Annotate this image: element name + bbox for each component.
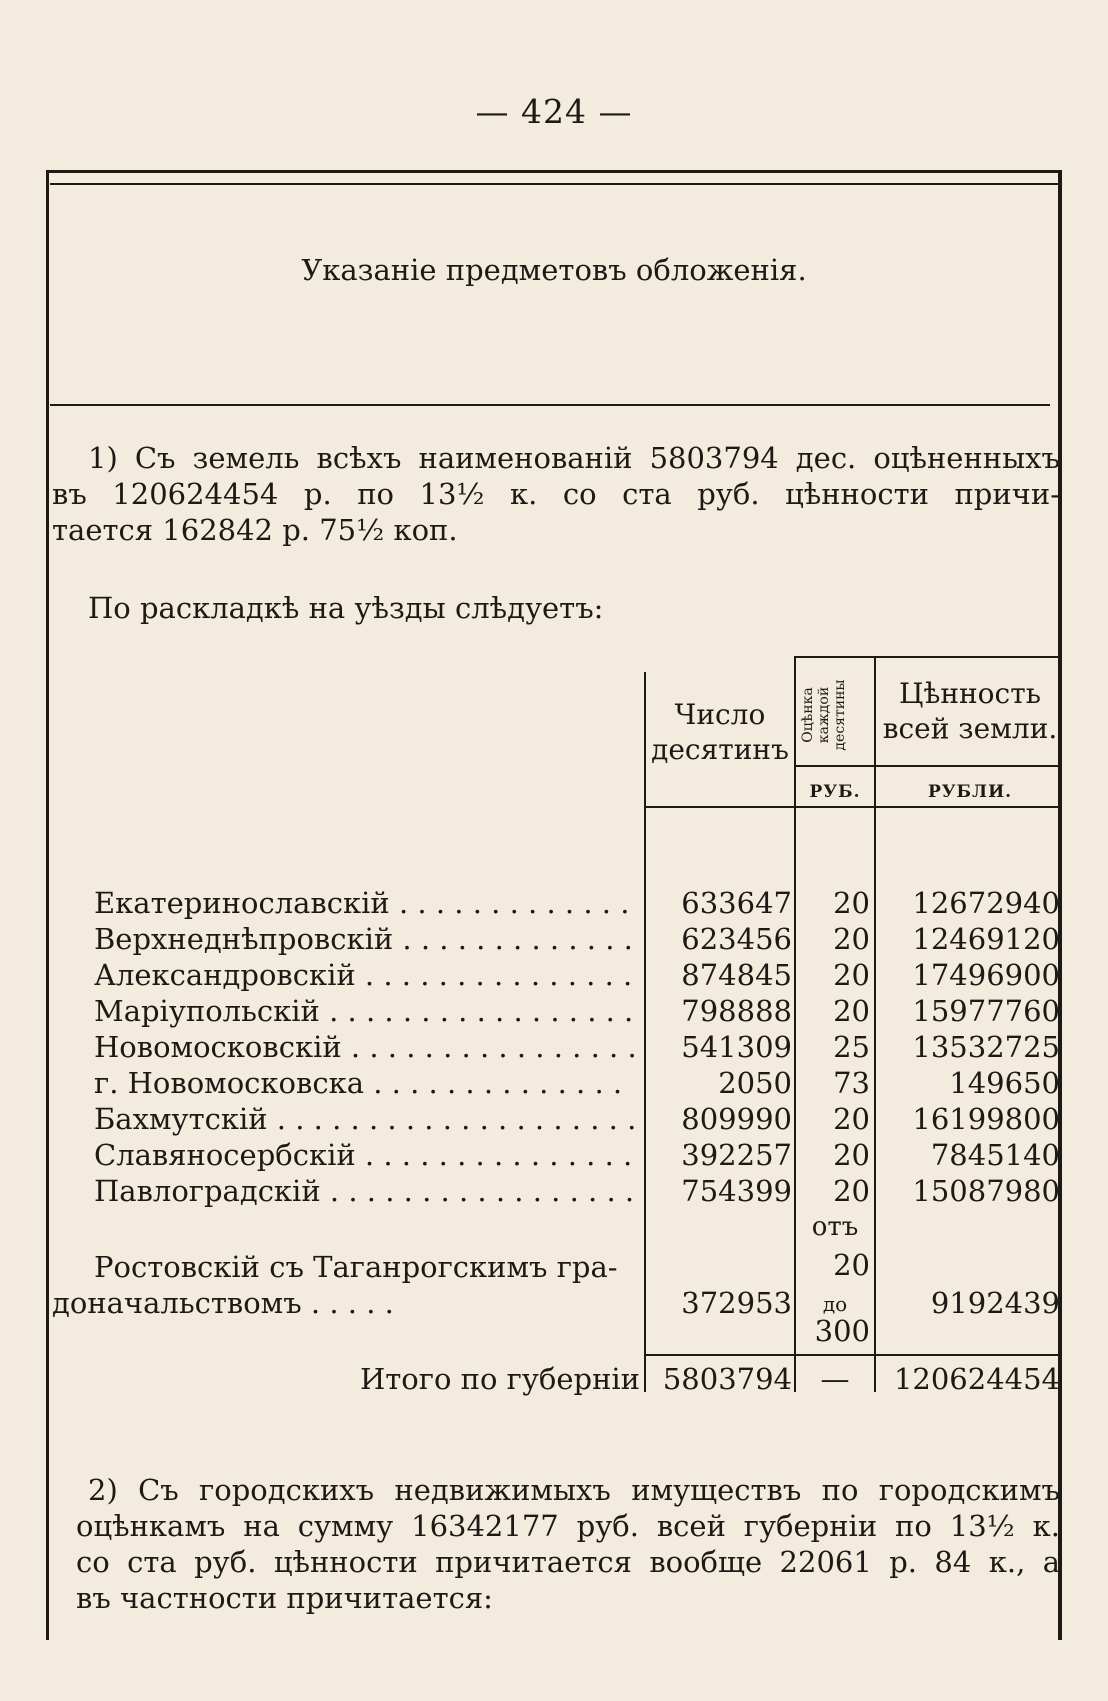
row-estimate: 20 [833, 1174, 870, 1208]
row-desyatin: 623456 [681, 922, 792, 956]
row-name: Павлоградскій . . [94, 1174, 634, 1208]
row-name: Екатеринославскій . . [94, 886, 634, 920]
rostov-value: 9192439 [930, 1286, 1060, 1320]
rostov-estimate-to: 300 [814, 1314, 870, 1348]
leader-dots: . . . . . [301, 1286, 394, 1320]
row-estimate: 20 [833, 886, 870, 920]
total-label: Итого по губерніи [359, 1362, 640, 1396]
total-value: 120624454 [893, 1362, 1060, 1396]
rostov-name-line2 [52, 1286, 638, 1320]
rostov-estimate-to-label: до [822, 1292, 848, 1316]
header-title: Указаніе предметовъ обложенія. [301, 253, 807, 287]
table-row [0, 922, 1108, 958]
section2-line-2: оцѣнкамъ на сумму 16342177 руб. всей губерніи по 13½ к. [76, 1509, 1060, 1543]
row-name: Верхнеднѣпровскій . . [94, 922, 634, 956]
table-row [0, 1030, 1108, 1066]
row-value: 12469120 [912, 922, 1060, 956]
table-row [0, 1066, 1108, 1102]
row-value: 16199800 [912, 1102, 1060, 1136]
row-desyatin: 2050 [718, 1066, 792, 1100]
row-estimate: 20 [833, 922, 870, 956]
row-desyatin: 874845 [681, 958, 792, 992]
row-estimate: 20 [833, 994, 870, 1028]
section2-line-4: въ частности причитается: [76, 1581, 493, 1615]
section1-line-1: 1) Съ земель всѣхъ наименованій 5803794 дес. оцѣненныхъ [88, 441, 1060, 475]
rostov-estimate-from: 20 [833, 1248, 870, 1282]
row-value: 17496900 [912, 958, 1060, 992]
row-name: Александровскій . . [94, 958, 634, 992]
table-row [0, 1138, 1108, 1174]
header-estimate: Оцѣнка каждой десятины [800, 679, 848, 751]
row-estimate: 20 [833, 1102, 870, 1136]
total-estimate: — [820, 1362, 850, 1396]
row-estimate: 25 [833, 1030, 870, 1064]
table-row [0, 958, 1108, 994]
row-estimate: 20 [833, 958, 870, 992]
header-desyatin: Число десятинъ [651, 698, 789, 766]
table-row [0, 1174, 1108, 1210]
rostov-estimate-from-label: отъ [811, 1212, 859, 1242]
row-value: 7845140 [930, 1138, 1060, 1172]
page-number: — 424 — [475, 92, 633, 131]
section1-line-2: въ 120624454 р. по 13½ к. со ста руб. цѣнности причи- [52, 477, 1060, 511]
section1-subheading: По раскладкѣ на уѣзды слѣдуетъ: [88, 591, 604, 625]
row-value: 12672940 [912, 886, 1060, 920]
table-unit-rule [794, 765, 1060, 767]
table-top-rule [794, 656, 1060, 658]
row-value: 149650 [949, 1066, 1060, 1100]
table-row [0, 1102, 1108, 1138]
row-name: Бахмутскій . . [94, 1102, 634, 1136]
rostov-desyatin: 372953 [681, 1286, 792, 1320]
table-row [0, 886, 1108, 922]
row-desyatin: 809990 [681, 1102, 792, 1136]
section1-line-3: тается 162842 р. 75½ коп. [52, 513, 458, 547]
row-name: Маріупольскій . . [94, 994, 634, 1028]
total-desyatin: 5803794 [662, 1362, 792, 1396]
row-desyatin: 541309 [681, 1030, 792, 1064]
table-total-rule [644, 1354, 1060, 1356]
row-value: 13532725 [912, 1030, 1060, 1064]
section2-line-1: 2) Съ городскихъ недвижимыхъ имуществъ по городскимъ [88, 1473, 1060, 1507]
row-name: г. Новомосковска . . [94, 1066, 634, 1100]
row-estimate: 20 [833, 1138, 870, 1172]
row-desyatin: 754399 [681, 1174, 792, 1208]
section2-line-3: со ста руб. цѣнности причитается вообще 22061 р. 84 к., а [76, 1545, 1060, 1579]
row-name: Славяносербскій . . [94, 1138, 634, 1172]
row-estimate: 73 [833, 1066, 870, 1100]
header-rule [50, 404, 1050, 406]
row-name: Новомосковскій . . [94, 1030, 634, 1064]
row-desyatin: 798888 [681, 994, 792, 1028]
table-row [0, 994, 1108, 1030]
row-value: 15977760 [912, 994, 1060, 1028]
header-value: Цѣнность всей земли. [882, 677, 1058, 745]
header-value-unit: РУБЛИ. [927, 782, 1013, 802]
rostov-name-line1: Ростовскій съ Таганрогскимъ гра- [94, 1250, 618, 1284]
row-desyatin: 633647 [681, 886, 792, 920]
frame-inner-rule [50, 183, 1060, 185]
rostov-name-line2-text: доначальствомъ [52, 1286, 302, 1320]
row-desyatin: 392257 [681, 1138, 792, 1172]
header-estimate-unit: РУБ. [809, 782, 861, 802]
row-value: 15087980 [912, 1174, 1060, 1208]
